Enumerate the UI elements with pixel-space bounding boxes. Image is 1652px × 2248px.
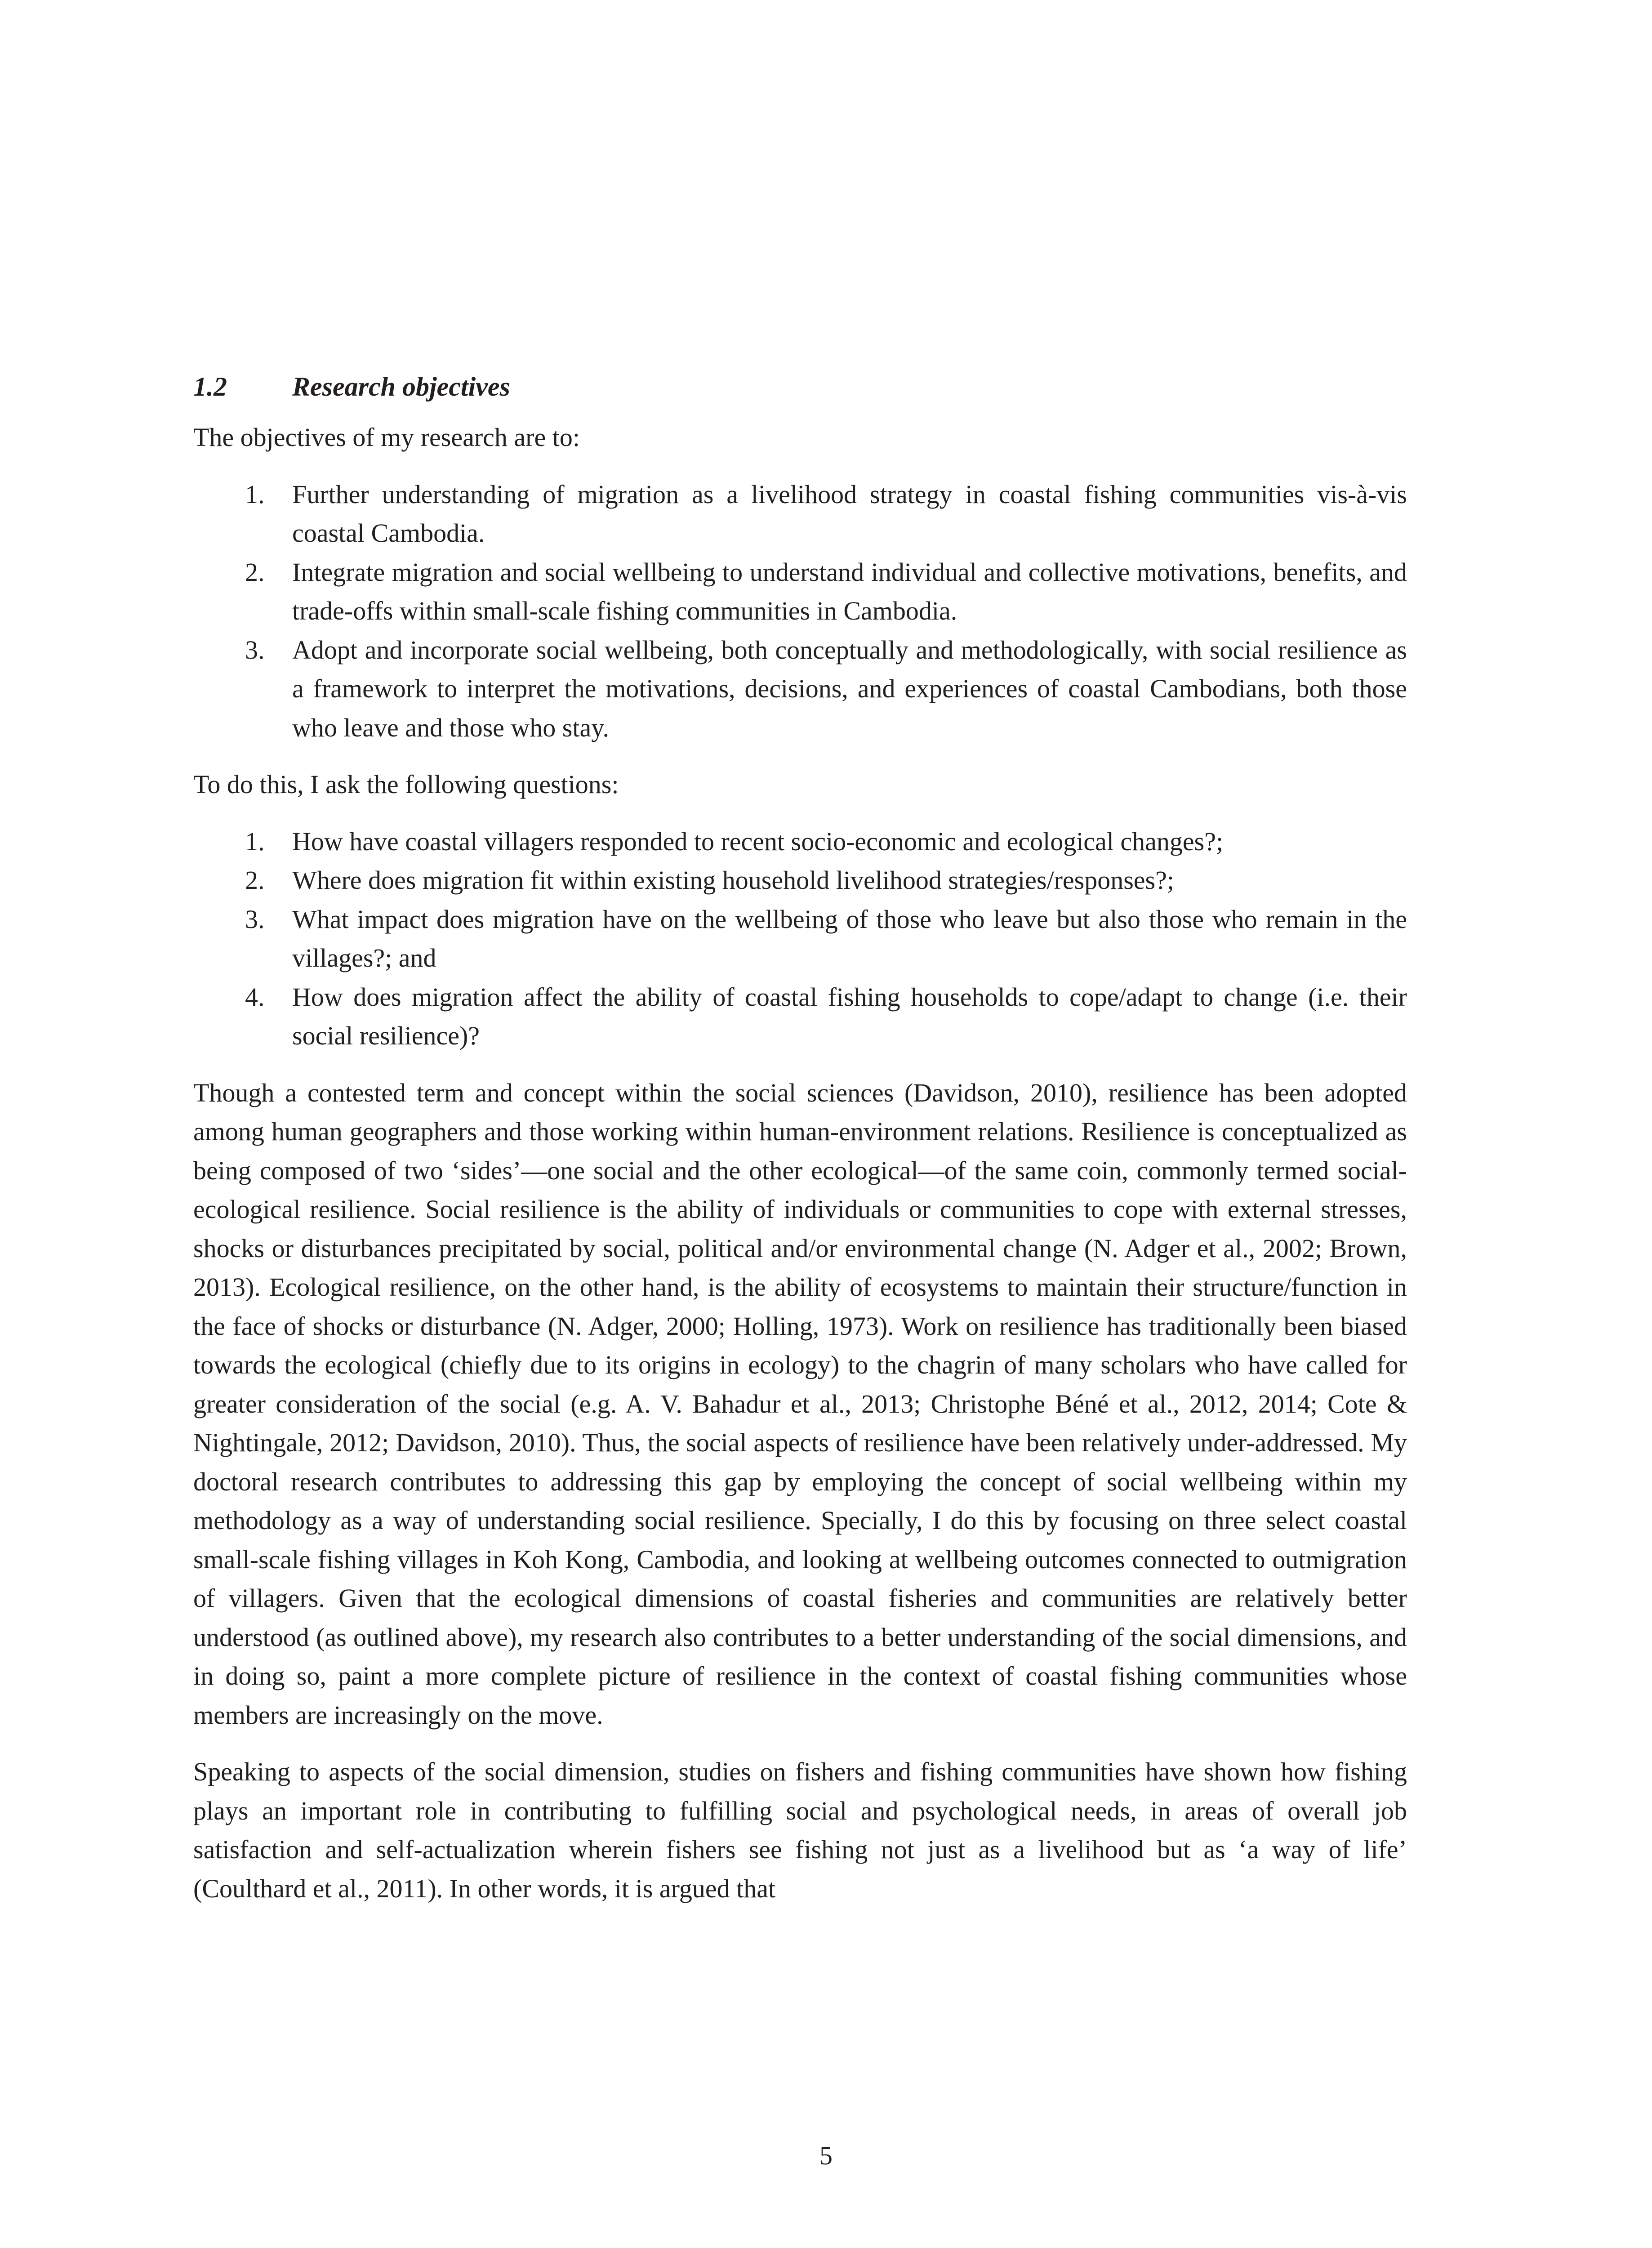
list-item — [193, 631, 1407, 748]
list-item-text: What impact does migration have on the wellbeing of those who leave but also those who remain in the villages?; and — [292, 904, 1407, 972]
list-marker: 1. — [245, 826, 265, 856]
list-marker: 1. — [245, 479, 265, 509]
list-marker: 3. — [245, 904, 265, 934]
list-item-text: Adopt and incorporate social wellbeing, both conceptually and methodologically, with social resilience as a framework to interpret the motivations, decisions, and experiences of coastal Cambodians, both those who leave and those who stay. — [292, 635, 1407, 742]
list-marker: 3. — [245, 635, 265, 665]
document-body — [193, 369, 1407, 1926]
body-paragraph: Though a contested term and concept within the social sciences (Davidson, 2010), resilience has been adopted among human geographers and those working within human-environment relations. Resilience is conceptualized as being composed of two ‘sides’—one social and the other ecological—of the same coin, commonly termed social-ecological resilience. Social resilience is the ability of individuals or communities to cope with external stresses, shocks or disturbances precipitated by social, political and/or environmental change (N. Adger et al., 2002; Brown, 2013). Ecological resilience, on the other hand, is the ability of ecosystems to maintain their structure/function in the face of shocks or disturbance (N. Adger, 2000; Holling, 1973). Work on resilience has traditionally been biased towards the ecological (chiefly due to its origins in ecology) to the chagrin of many scholars who have called for greater consideration of the social (e.g. A. V. Bahadur et al., 2013; Christophe Béné et al., 2012, 2014; Cote & Nightingale, 2012; Davidson, 2010). Thus, the social aspects of resilience have been relatively under-addressed. My doctoral research contributes to addressing this gap by employing the concept of social wellbeing within my methodology as a way of understanding social resilience. Specially, I do this by focusing on three select coastal small-scale fishing villages in Koh Kong, Cambodia, and looking at wellbeing outcomes connected to outmigration of villagers. Given that the ecological dimensions of coastal fisheries and communities are relatively better understood (as outlined above), my research also contributes to a better understanding of the social dimensions, and in doing so, paint a more complete picture of resilience in the context of coastal fishing communities whose members are increasingly on the move. — [193, 1078, 1407, 1730]
list-item — [193, 822, 1407, 861]
list-item — [193, 900, 1407, 978]
list-item-text: Further understanding of migration as a livelihood strategy in coastal fishing communities vis-à-vis coastal Cambodia. — [292, 479, 1407, 548]
section-title: Research objectives — [292, 372, 510, 401]
list-item-text: How does migration affect the ability of coastal fishing households to cope/adapt to change (i.e. their social resilience)? — [292, 982, 1407, 1050]
list-item-text: Integrate migration and social wellbeing to understand individual and collective motivations, benefits, and trade-offs within small-scale fishing communities in Cambodia. — [292, 557, 1407, 625]
list-item-text: How have coastal villagers responded to recent socio-economic and ecological changes?; — [292, 826, 1224, 856]
body-paragraph: Speaking to aspects of the social dimension, studies on fishers and fishing communities have shown how fishing plays an important role in contributing to fulfilling social and psychological needs, in areas of overall job satisfaction and self-actualization wherein fishers see fishing not just as a livelihood but as ‘a way of life’ (Coulthard et al., 2011). In other words, it is argued that — [193, 1757, 1407, 1903]
section-number: 1.2 — [193, 372, 227, 401]
list-item — [193, 553, 1407, 631]
section-heading — [193, 369, 1407, 405]
questions-list — [193, 822, 1407, 1056]
questions-intro: To do this, I ask the following questions: — [193, 770, 619, 799]
list-item — [193, 475, 1407, 553]
objectives-list — [193, 475, 1407, 748]
list-marker: 2. — [245, 557, 265, 587]
page-number: 5 — [819, 2141, 833, 2170]
list-marker: 4. — [245, 982, 265, 1012]
list-item-text: Where does migration fit within existing household livelihood strategies/responses?; — [292, 865, 1174, 895]
list-item — [193, 861, 1407, 900]
list-item — [193, 978, 1407, 1056]
objectives-intro: The objectives of my research are to: — [193, 423, 580, 452]
list-marker: 2. — [245, 865, 265, 895]
